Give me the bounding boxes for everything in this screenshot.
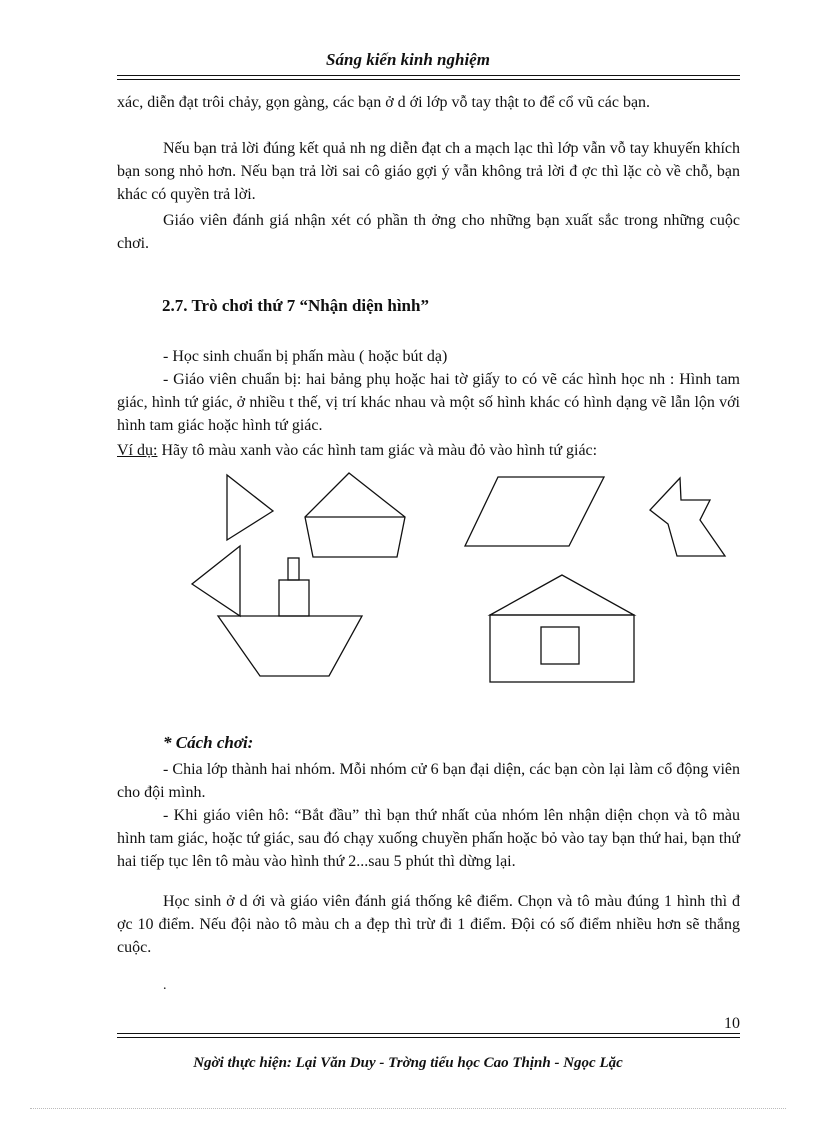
page-number: 10: [724, 1015, 740, 1032]
footer-rule-bottom: [117, 1037, 740, 1038]
boat-cabin-rect: [279, 580, 309, 616]
page-bottom-edge: [30, 1108, 786, 1109]
prep-students: - Học sinh chuẩn bị phấn màu ( hoặc bút dạ): [163, 348, 448, 365]
footer-rule-top: [117, 1033, 740, 1034]
example-label: Ví dụ:: [117, 442, 158, 459]
house-roof-shape: [490, 575, 634, 615]
paragraph-reward: Giáo viên đánh giá nhận xét có phần th ởng cho những bạn xuất sắc trong những cuộc chơi.: [117, 212, 740, 252]
paragraph-continuation: xác, diễn đạt trôi chảy, gọn gàng, các bạn ở d ới lớp vỗ tay thật to để cổ vũ các bạn.: [117, 94, 651, 111]
how-to-play-title: * Cách chơi:: [163, 733, 254, 752]
stray-mark: .: [163, 978, 167, 993]
boat-chimney-rect: [288, 558, 299, 580]
pentagon-house-shape: [305, 473, 405, 557]
paragraph-partial-answer: Nếu bạn trả lời đúng kết quả nh ng diễn đạt ch a mạch lạc thì lớp vẫn vỗ tay khuyến khích bạn song nhỏ hơn. Nếu bạn trả lời sai cô giáo gợi ý vẫn không trả lời đ ợc thì lặc cò về chỗ, bạn khác có quyền trả lời.: [117, 140, 740, 203]
rule-start: - Khi giáo viên hô: “Bắt đầu” thì bạn thứ nhất của nhóm lên nhận diện chọn và tô màu hình tam giác, hoặc tứ giác, sau đó chạy xuống chuyền phấn hoặc bỏ vào tay bạn thứ hai, bạn thứ hai tiếp tục lên tô màu vào hình thứ 2...sau 5 phút thì dừng lại.: [117, 807, 740, 870]
parallelogram-shape: [465, 477, 604, 546]
footer-author: Ngời thực hiện: Lại Văn Duy - Trờng tiểu học Cao Thịnh - Ngọc Lặc: [193, 1055, 623, 1071]
rule-scoring: Học sinh ở d ới và giáo viên đánh giá thống kê điểm. Chọn và tô màu đúng 1 hình thì đ ợc 10 điểm. Nếu đội nào tô màu ch a đẹp thì trừ đi 1 điểm. Đội có số điểm nhiều hơn sẽ thắng cuộc.: [117, 893, 740, 956]
zigzag-shape: [650, 478, 725, 556]
house-body-rect: [490, 615, 634, 682]
boat-hull-shape: [218, 616, 362, 676]
prep-teacher: - Giáo viên chuẩn bị: hai bảng phụ hoặc hai tờ giấy to có vẽ các hình học nh : Hình tam giác, hình tứ giác, ở nhiều t thế, vị trí khác nhau và một số hình khác có hình dạng vẽ lẫn lộn với hình tam giác hoặc hình tứ giác.: [117, 371, 740, 434]
example-text: Hãy tô màu xanh vào các hình tam giác và màu đỏ vào hình tứ giác:: [157, 442, 598, 459]
flag-triangle-shape: [192, 546, 240, 616]
page-header-title: Sáng kiến kinh nghiệm: [326, 50, 490, 69]
section-heading: 2.7. Trò chơi thứ 7 “Nhận diện hình”: [162, 296, 429, 315]
triangle-shape: [227, 475, 273, 540]
house-window-rect: [541, 627, 579, 664]
rule-teams: - Chia lớp thành hai nhóm. Mỗi nhóm cử 6 bạn đại diện, các bạn còn lại làm cổ động viên cho đội mình.: [117, 761, 740, 801]
